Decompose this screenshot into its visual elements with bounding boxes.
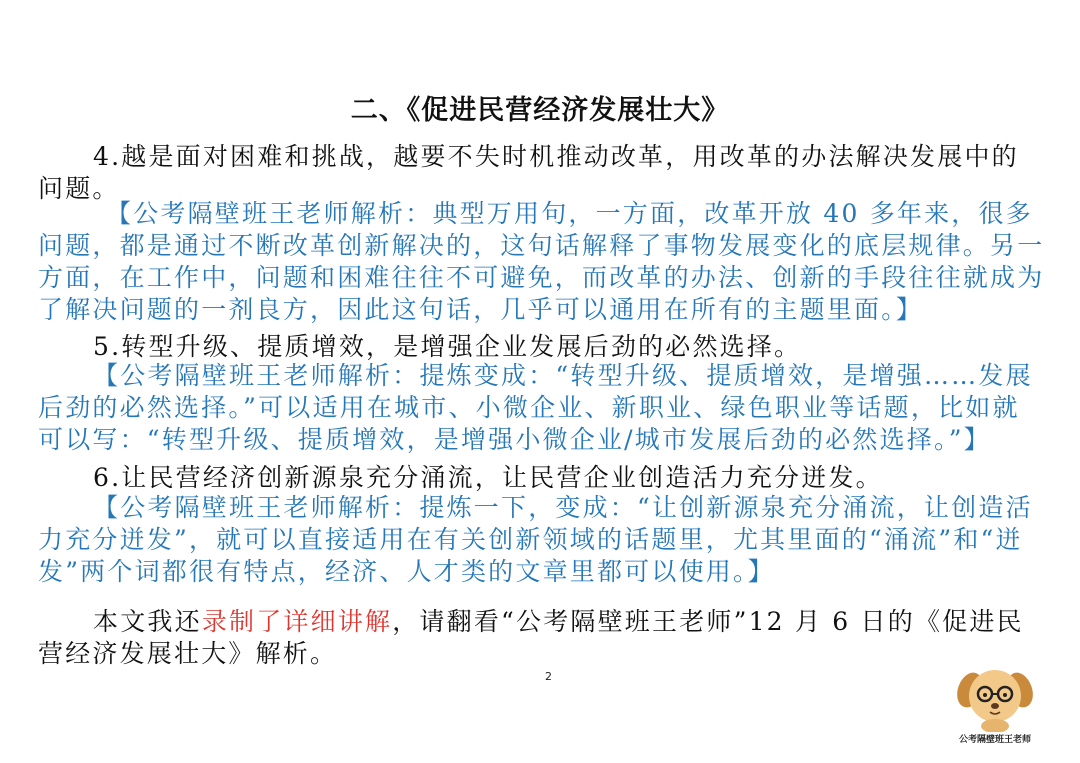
item-4-analysis: 【公考隔壁班王老师解析：典型万用句，一方面，改革开放 40 多年来，很多问题，都是通过不断改革创新解决的，这句话解释了事物发展变化的底层规律。另一方面，在工作中，问题和困难往往不可避免，而改革的办法、创新的手段往往就成为了解决问题的一剂良方，因此这句话，几乎可以通用在所有的主题里面。】: [38, 199, 1045, 324]
closing-highlight: 录制了详细讲解: [201, 607, 393, 636]
item-5-text: [38, 331, 1046, 363]
dog-mascot-icon: [950, 660, 1040, 732]
item-4-analysis-block: [38, 198, 1046, 326]
section-title: 二、《促进民营经济发展壮大》: [350, 95, 730, 126]
closing-paragraph: [38, 606, 1046, 670]
item-5-main: 5.转型升级、提质增效，是增强企业发展后劲的必然选择。: [93, 332, 802, 361]
author-logo: [950, 660, 1040, 745]
item-5-analysis-block: [38, 360, 1046, 456]
logo-caption: 公考隔壁班王老师: [958, 735, 1031, 745]
item-6-analysis-block: [38, 492, 1046, 588]
item-4-text: [38, 141, 1046, 205]
item-6-text: [38, 462, 1046, 494]
closing-before: 本文我还: [93, 607, 202, 636]
page-number: 2: [545, 670, 552, 683]
item-4-main: 4.越是面对困难和挑战，越要不失时机推动改革，用改革的办法解决发展中的问题。: [38, 142, 1019, 203]
item-6-main: 6.让民营经济创新源泉充分涌流，让民营企业创造活力充分迸发。: [93, 463, 883, 492]
item-6-analysis: 【公考隔壁班王老师解析：提炼一下，变成：“让创新源泉充分涌流，让创造活力充分迸发”，就可以直接适用在有关创新领域的话题里，尤其里面的“涌流”和“迸发”两个词都很有特点，经济、人才类的文章里都可以使用。】: [38, 493, 1033, 586]
closing-after: ，请翻看“公考隔壁班王老师”12 月 6 日的《促进民营经济发展壮大》解析。: [38, 607, 1024, 668]
item-5-analysis: 【公考隔壁班王老师解析：提炼变成：“转型升级、提质增效，是增强……发展后劲的必然选择。”可以适用在城市、小微企业、新职业、绿色职业等话题，比如就可以写：“转型升级、提质增效，是增强小微企业/城市发展后劲的必然选择。”】: [38, 361, 1033, 454]
